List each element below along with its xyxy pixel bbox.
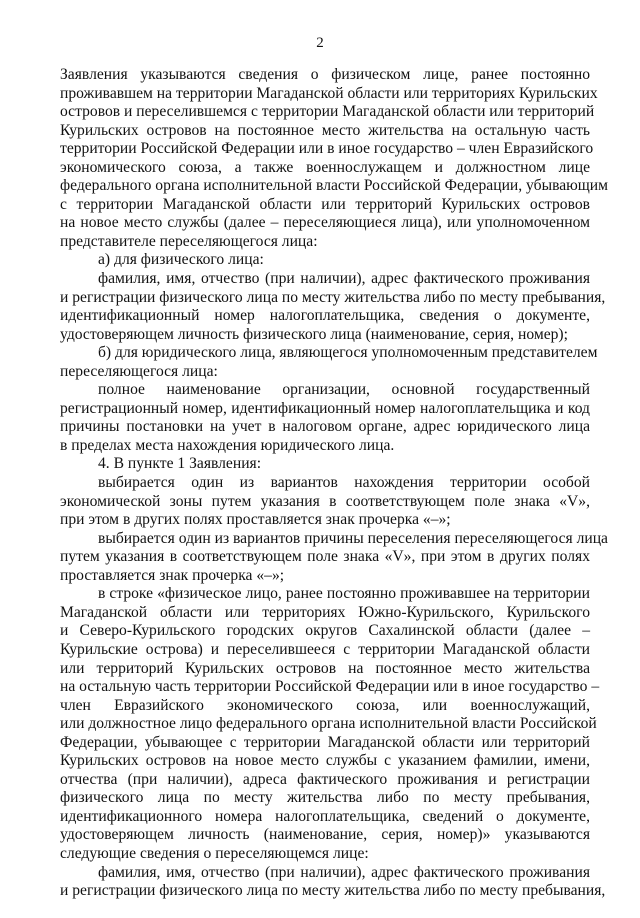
- text-line: при этом в других полях проставляется знак прочерка «–»;: [60, 511, 451, 529]
- text-line: переселяющегося лица:: [60, 362, 218, 380]
- text-line: Курильских островов на новое место службы с указанием фамилии, имени,: [60, 752, 590, 770]
- text-line: отчества (при наличии), адреса фактического проживания и регистрации: [60, 770, 590, 788]
- page-number: 2: [316, 35, 324, 51]
- text-line: и Северо-Курильского городских округов Сахалинской области (далее –: [60, 622, 590, 640]
- text-line: проставляется знак прочерка «–»;: [60, 566, 285, 584]
- text-line: удостоверяющем личность (наименование, серия, номер)» указываются: [60, 826, 590, 844]
- text-line: идентификационный номер налогоплательщика, сведения о документе,: [60, 307, 590, 325]
- text-line: Магаданской области или территориях Южно-Курильского, Курильского: [60, 603, 590, 621]
- text-line: федерального органа исполнительной власти Российской Федерации, убывающим: [60, 177, 609, 195]
- text-line: экономического союза, а также военнослужащем и должностном лице: [60, 158, 590, 176]
- text-line: идентификационного номера налогоплательщика, сведений о документе,: [60, 807, 590, 825]
- text-line: полное наименование организации, основной государственный: [98, 381, 590, 399]
- text-line: Курильские острова) и переселившееся с территории Магаданской области: [60, 640, 590, 658]
- text-line: с территории Магаданской области или территорий Курильских островов: [60, 195, 590, 213]
- text-line: или должностное лицо федерального органа исполнительной власти Российской: [60, 715, 597, 733]
- text-line: причины постановки на учет в налоговом органе, адрес юридического лица: [60, 418, 590, 436]
- text-line: в пределах места нахождения юридического лица.: [60, 436, 395, 454]
- body-text: [60, 66, 609, 901]
- text-line: и регистрации физического лица по месту жительства либо по месту пребывания,: [60, 288, 606, 306]
- text-line: выбирается один из вариантов причины переселения переселяющегося лица: [98, 529, 608, 547]
- text-line: и регистрации физического лица по месту жительства либо по месту пребывания,: [60, 882, 606, 900]
- text-line: удостоверяющем личность физического лица (наименование, серия, номер);: [60, 325, 568, 343]
- text-line: на новое место службы (далее – переселяющиеся лица), или уполномоченном: [60, 214, 590, 232]
- text-line: территории Российской Федерации или в иное государство – член Евразийского: [60, 140, 594, 158]
- text-line: член Евразийского экономического союза, или военнослужащий,: [60, 696, 590, 714]
- text-line: экономической зоны путем указания в соответствующем поле знака «V»,: [60, 492, 590, 510]
- text-line: б) для юридического лица, являющегося уполномоченным представителем: [98, 344, 598, 362]
- text-line: проживавшем на территории Магаданской области или территориях Курильских: [60, 84, 598, 102]
- text-line: следующие сведения о переселяющемся лице:: [60, 844, 369, 862]
- text-line: или территорий Курильских островов на постоянное место жительства: [60, 659, 590, 677]
- text-line: регистрационный номер, идентификационный номер налогоплательщика и код: [60, 399, 590, 417]
- text-line: на остальную часть территории Российской Федерации или в иное государство –: [60, 678, 600, 696]
- text-line: путем указания в соответствующем поле знака «V», при этом в других полях: [60, 548, 590, 566]
- text-line: Заявления указываются сведения о физическом лице, ранее постоянно: [60, 66, 590, 83]
- text-line: островов и переселившемся с территории Магаданской области или территорий: [60, 103, 595, 121]
- text-line: представителе переселяющегося лица:: [60, 232, 318, 250]
- text-line: фамилия, имя, отчество (при наличии), адрес фактического проживания: [98, 270, 590, 288]
- text-line: в строке «физическое лицо, ранее постоянно проживавшее на территории: [98, 585, 590, 603]
- text-line: а) для физического лица:: [98, 251, 264, 269]
- text-line: выбирается один из вариантов нахождения территории особой: [98, 474, 590, 492]
- text-line: фамилия, имя, отчество (при наличии), адрес фактического проживания: [98, 863, 590, 881]
- text-line: физического лица по месту жительства либо по месту пребывания,: [60, 789, 590, 807]
- text-line: Федерации, убывающее с территории Магаданской области или территорий: [60, 733, 590, 751]
- text-line: 4. В пункте 1 Заявления:: [98, 455, 262, 473]
- text-line: Курильских островов на постоянное место жительства на остальную часть: [60, 121, 590, 139]
